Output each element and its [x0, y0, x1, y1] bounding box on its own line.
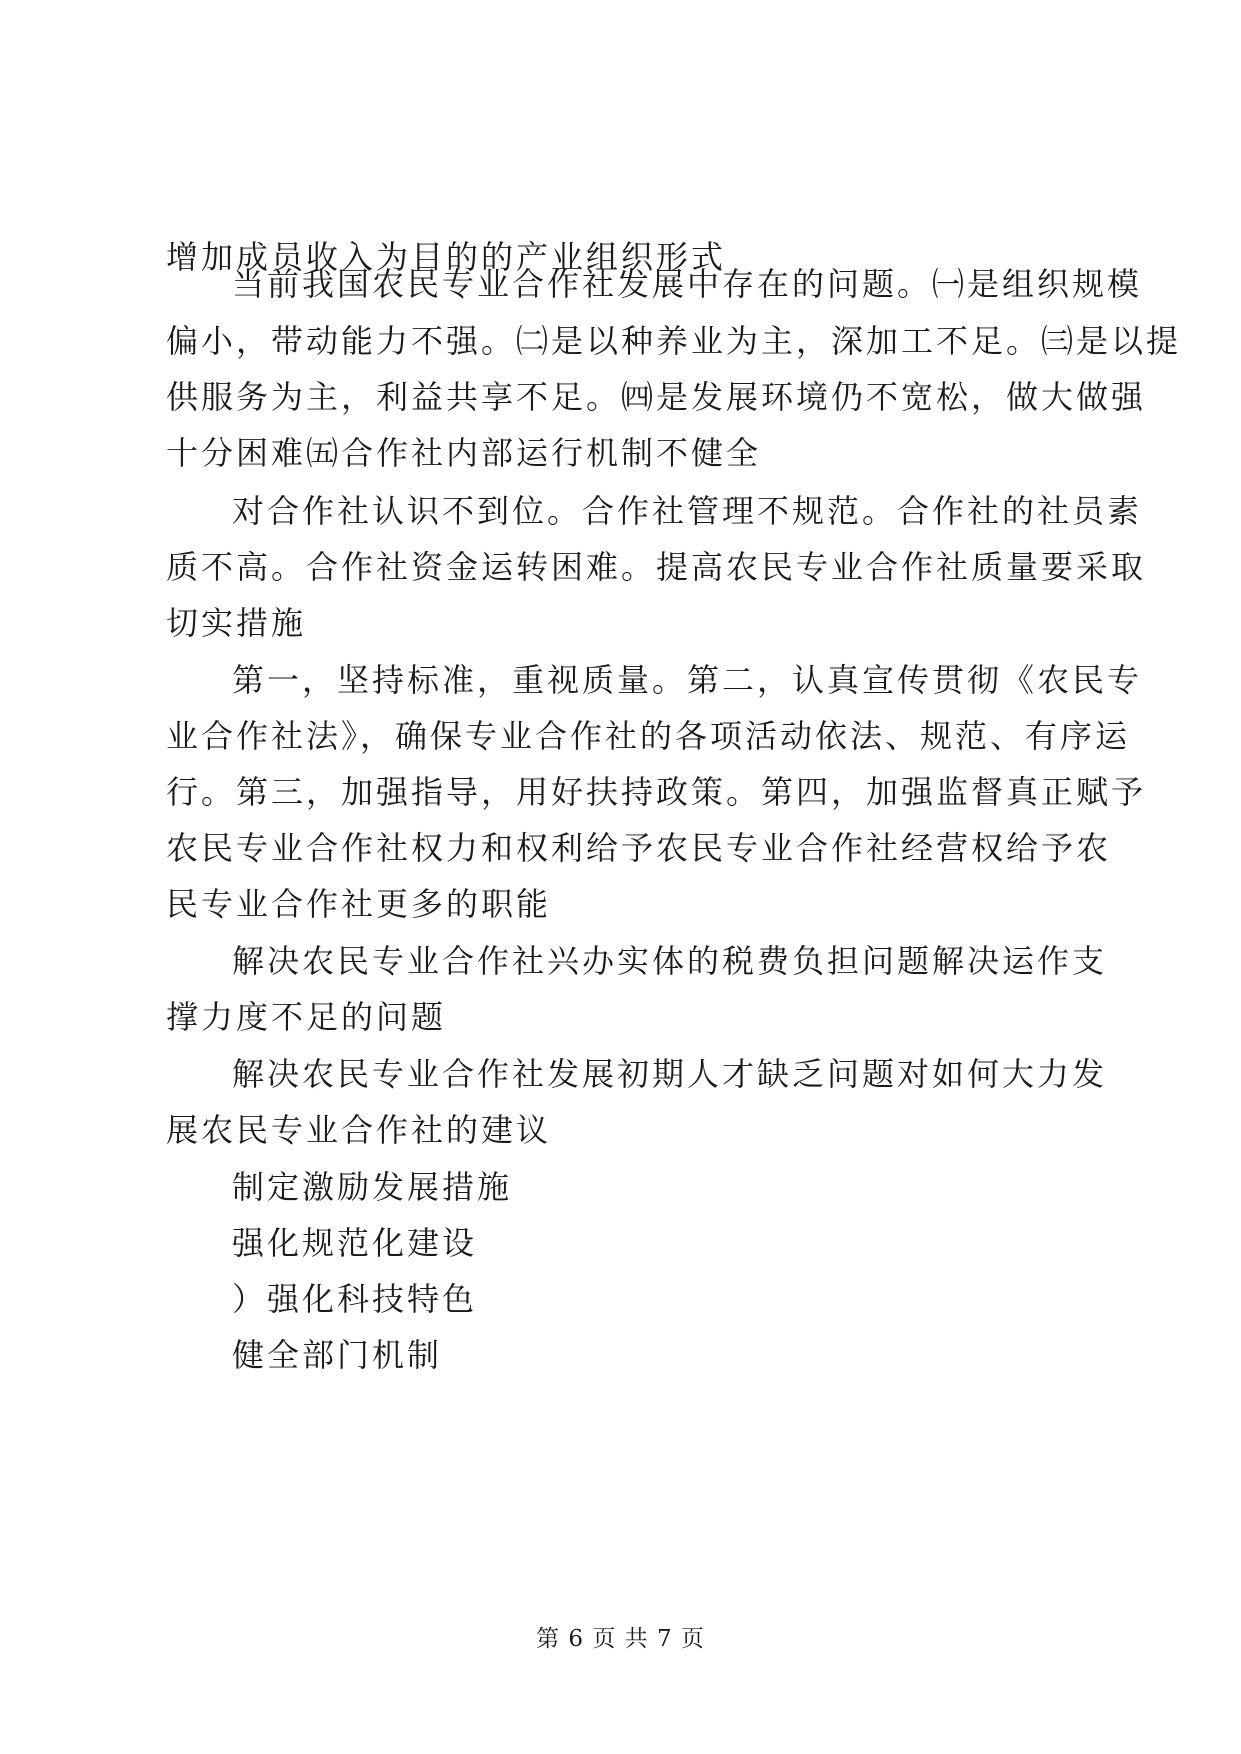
text-line: 行。第三，加强指导，用好扶持政策。第四，加强监督真正赋予 [166, 773, 1147, 811]
paragraph-first-line: 解决农民专业合作社发展初期人才缺乏问题对如何大力发 [232, 1055, 1108, 1093]
text-line: 增加成员收入为目的的产业组织形式 [166, 238, 727, 276]
paragraph-first-line: 解决农民专业合作社兴办实体的税费负担问题解决运作支 [232, 942, 1108, 980]
text-line: 展农民专业合作社的建议 [166, 1111, 552, 1149]
list-item: 制定激励发展措施 [232, 1168, 513, 1206]
list-item: 强化规范化建设 [232, 1224, 478, 1262]
text-line: 切实措施 [166, 604, 307, 642]
text-line: 偏小，带动能力不强。㈡是以种养业为主，深加工不足。㈢是以提 [166, 322, 1182, 360]
paragraph-first-line: 第一，坚持标准，重视质量。第二，认真宣传贯彻《农民专 [232, 661, 1143, 699]
text-line: 民专业合作社更多的职能 [166, 885, 552, 923]
paragraph-first-line: 对合作社认识不到位。合作社管理不规范。合作社的社员素 [232, 492, 1143, 530]
list-item: 健全部门机制 [232, 1336, 443, 1374]
text-line: 供服务为主，利益共享不足。㈣是发展环境仍不宽松，做大做强 [166, 378, 1147, 416]
text-line: 十分困难㈤合作社内部运行机制不健全 [166, 434, 762, 472]
page-footer [0, 1620, 1241, 1653]
text-line: 农民专业合作社权力和权利给予农民专业合作社经营权给予农 [166, 829, 1112, 867]
text-line: 撑力度不足的问题 [166, 998, 447, 1036]
paragraph-first-line: 当前我国农民专业合作社发展中存在的问题。㈠是组织规模 [232, 265, 1143, 303]
text-line: 业合作社法》，确保专业合作社的各项活动依法、规范、有序运 [166, 717, 1131, 755]
list-item: ）强化科技特色 [232, 1280, 478, 1318]
text-line: 质不高。合作社资金运转困难。提高农民专业合作社质量要采取 [166, 548, 1147, 586]
page-number-label: 第 6 页 共 7 页 [536, 1626, 705, 1652]
